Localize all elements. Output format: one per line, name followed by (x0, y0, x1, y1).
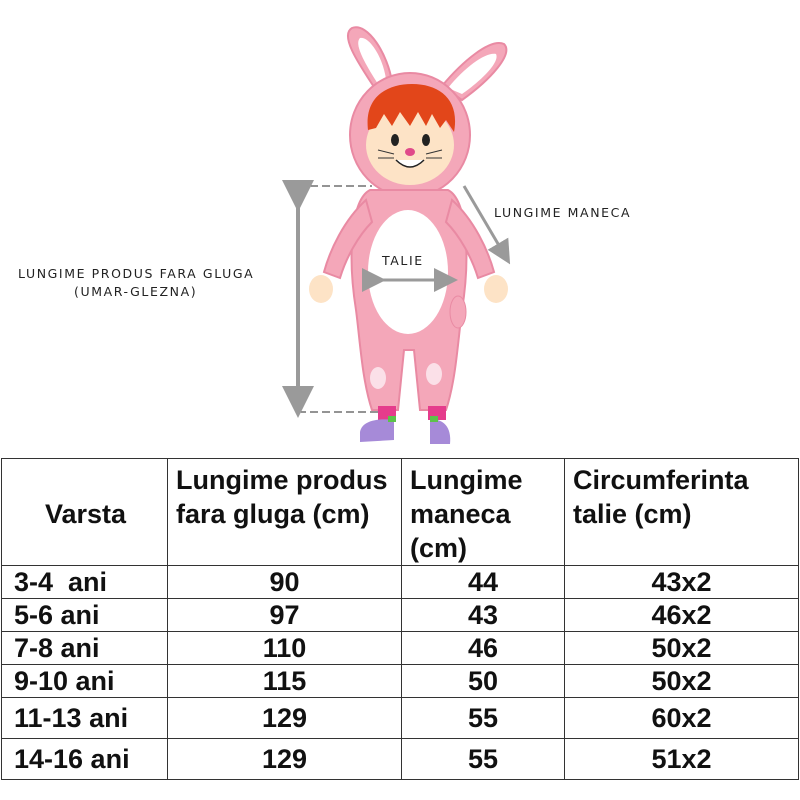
table-row (2, 566, 799, 599)
cell-sleeve: 50 (402, 665, 565, 698)
table-row (2, 665, 799, 698)
cell-age: 9-10 ani (2, 665, 168, 698)
cell-sleeve: 55 (402, 739, 565, 780)
cell-waist: 43x2 (565, 566, 799, 599)
cell-length: 90 (168, 566, 402, 599)
header-sleeve: Lungime maneca (cm) (402, 459, 565, 566)
length-sublabel: (UMAR-GLEZNA) (74, 284, 198, 299)
cell-age: 14-16 ani (2, 739, 168, 780)
header-waist: Circumferinta talie (cm) (565, 459, 799, 566)
cell-waist: 46x2 (565, 599, 799, 632)
length-label: LUNGIME PRODUS FARA GLUGA (18, 266, 255, 281)
sleeve-label: LUNGIME MANECA (494, 205, 632, 220)
cell-age: 11-13 ani (2, 698, 168, 739)
cell-length: 129 (168, 739, 402, 780)
header-age: Varsta (2, 459, 168, 566)
cell-waist: 51x2 (565, 739, 799, 780)
cell-length: 129 (168, 698, 402, 739)
cell-waist: 50x2 (565, 632, 799, 665)
cell-age: 7-8 ani (2, 632, 168, 665)
cell-sleeve: 55 (402, 698, 565, 739)
cell-length: 115 (168, 665, 402, 698)
cell-sleeve: 46 (402, 632, 565, 665)
waist-label: TALIE (382, 253, 424, 268)
cell-age: 3-4 ani (2, 566, 168, 599)
cell-age: 5-6 ani (2, 599, 168, 632)
cell-waist: 60x2 (565, 698, 799, 739)
costume-belly (368, 210, 448, 334)
size-table (1, 458, 799, 780)
table-row (2, 599, 799, 632)
header-length: Lungime produs fara gluga (cm) (168, 459, 402, 566)
cell-sleeve: 44 (402, 566, 565, 599)
cell-length: 110 (168, 632, 402, 665)
table-row (2, 739, 799, 780)
table-row (2, 698, 799, 739)
cell-sleeve: 43 (402, 599, 565, 632)
cell-waist: 50x2 (565, 665, 799, 698)
table-header-row (2, 459, 799, 566)
cell-length: 97 (168, 599, 402, 632)
table-row (2, 632, 799, 665)
